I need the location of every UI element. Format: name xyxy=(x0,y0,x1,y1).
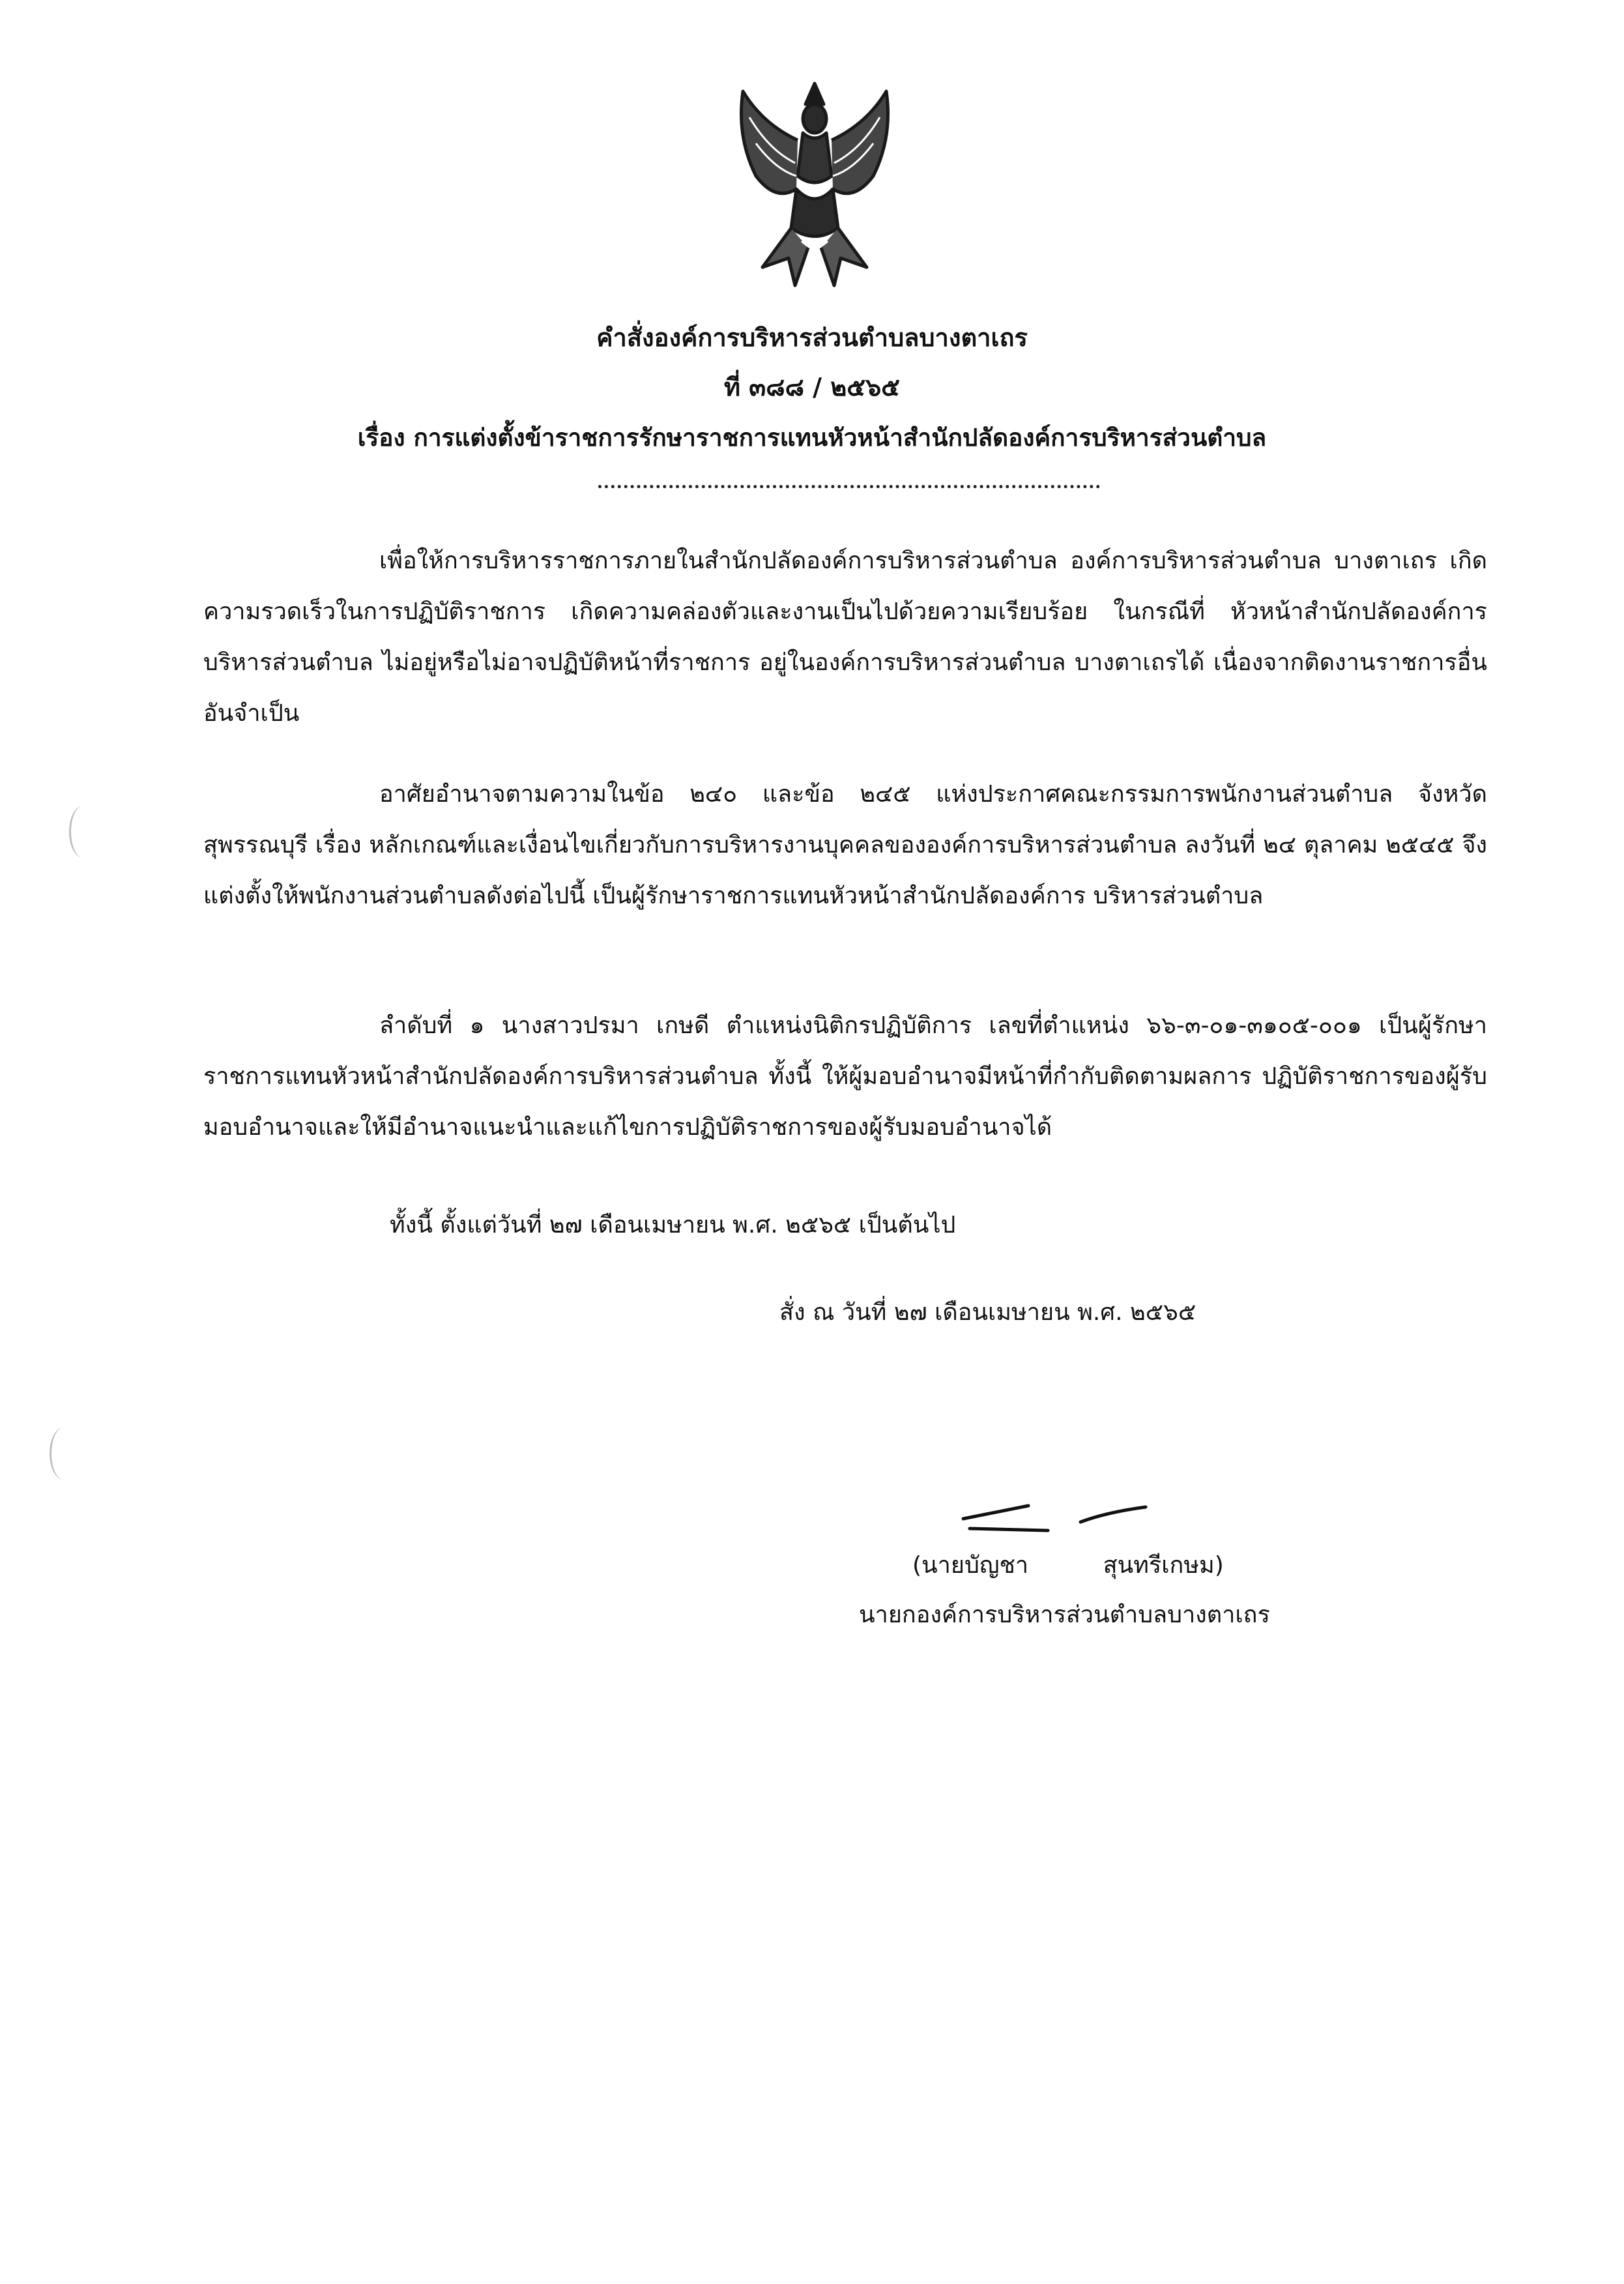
signer-position: นายกองค์การบริหารส่วนตำบลบางตาเถร xyxy=(859,1602,1270,1628)
handwritten-signature-icon xyxy=(957,1493,1152,1538)
order-number: ที่ ๓๘๘ / ๒๕๖๕ xyxy=(724,373,900,402)
punch-hole-mark xyxy=(69,806,97,858)
paragraph-authority: อาศัยอำนาจตามความในข้อ ๒๔๐ และข้อ ๒๔๕ แห่งประกาศคณะกรรมการพนักงานส่วนตำบล จังหวัดสุพรรณบุรี เรื่อง หลักเกณฑ์และเงื่อนไขเกี่ยวกับการบริหารงานบุคคลขององค์การบริหารส่วนตำบล ลงวันที่ ๒๔ ตุลาคม ๒๕๔๕ จึงแต่งตั้งให้พนักงานส่วนตำบลดังต่อไปนี้ เป็นผู้รักษาราชการแทนหัวหน้าสำนักปลัดองค์การ บริหารส่วนตำบล xyxy=(203,781,1487,909)
paragraph-purpose: เพื่อให้การบริหารราชการภายในสำนักปลัดองค์การบริหารส่วนตำบล องค์การบริหารส่วนตำบล บางตาเถร เกิดความรวดเร็วในการปฏิบัติราชการ เกิดความคล่องตัวและงานเป็นไปด้วยความเรียบร้อย ในกรณีที่ หัวหน้าสำนักปลัดองค์การบริหารส่วนตำบล ไม่อยู่หรือไม่อาจปฏิบัติหน้าที่ราชการ อยู่ในองค์การบริหารส่วนตำบล บางตาเถรได้ เนื่องจากติดงานราชการอื่นอันจำเป็น xyxy=(203,548,1487,727)
garuda-emblem-icon xyxy=(723,78,906,293)
paragraph-appointee: ลำดับที่ ๑ นางสาวปรมา เกษดี ตำแหน่งนิติกรปฏิบัติการ เลขที่ตำแหน่ง ๖๖-๓-๐๑-๓๑๐๕-๐๐๑ เป็นผู้รักษาราชการแทนหัวหน้าสำนักปลัดองค์การบริหารส่วนตำบล ทั้งนี้ ให้ผู้มอบอำนาจมีหน้าที่กำกับติดตามผลการ ปฏิบัติราชการของผู้รับมอบอำนาจและให้มีอำนาจแนะนำและแก้ไขการปฏิบัติราชการของผู้รับมอบอำนาจได้ xyxy=(203,1012,1487,1141)
punch-hole-mark xyxy=(50,1428,78,1480)
order-subject: เรื่อง การแต่งตั้งข้าราชการรักษาราชการแทนหัวหน้าสำนักปลัดองค์การบริหารส่วนตำบล xyxy=(357,424,1267,452)
order-date: สั่ง ณ วันที่ ๒๗ เดือนเมษายน พ.ศ. ๒๕๖๕ xyxy=(779,1299,1196,1326)
divider-dotted-line xyxy=(598,485,1100,488)
signer-name: (นายบัญชา สุนทรีเกษม) xyxy=(912,1552,1224,1579)
order-title: คำสั่งองค์การบริหารส่วนตำบลบางตาเถร xyxy=(596,323,1028,352)
effective-date: ทั้งนี้ ตั้งแต่วันที่ ๒๗ เดือนเมษายน พ.ศ. ๒๕๖๕ เป็นต้นไป xyxy=(390,1212,956,1238)
